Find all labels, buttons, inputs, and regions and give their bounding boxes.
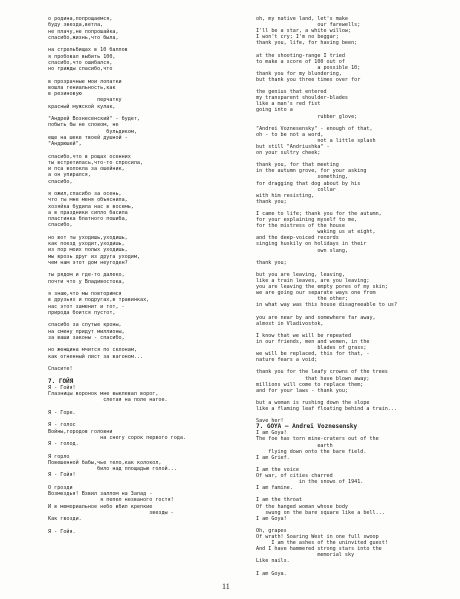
russian-text-line: спасибо, xyxy=(48,222,73,229)
russian-text-line: на снегу сорок первого года. xyxy=(48,434,187,441)
russian-text-line: Я - голос xyxy=(48,422,76,429)
russian-text-line: "Андрей Вознесенский" - будет, xyxy=(48,116,141,122)
russian-text-line: Спасите! xyxy=(48,366,73,372)
russian-text-line: я знаю,что мы повторимся xyxy=(48,291,122,297)
russian-text-line: Я горло xyxy=(48,453,70,460)
russian-text-line: но трижды спасибо,что xyxy=(48,66,113,72)
page-number: 11 xyxy=(222,582,230,591)
russian-text-line: в прозрачные мои лопатки xyxy=(48,78,122,85)
russian-text-line: ты встретилась,что-то спросила, xyxy=(48,159,144,166)
english-text-line: in what way was this house disagreeable to us? xyxy=(256,302,398,309)
russian-text-line: 7. ГОЙЯ xyxy=(48,377,74,385)
russian-text-line: перчатку xyxy=(48,97,122,104)
english-text-line: you are leaving the empty pores of my skin; xyxy=(256,284,388,291)
russian-text-line: буду звезда,ветла, xyxy=(48,22,104,29)
english-text-line: thank you, for that meeting xyxy=(256,162,339,169)
russian-text-line: из пор моих полых уходишь, xyxy=(48,247,128,254)
english-text-line: but still "Andriushka" - xyxy=(256,143,330,150)
russian-text-line: спасибо за слутые кроны, xyxy=(48,322,122,329)
english-text-line: I am famine. xyxy=(256,485,293,492)
english-text-line: on your sultry cheek; xyxy=(256,150,321,157)
english-text-line: at the shooting-range I tried xyxy=(256,52,345,59)
russian-text-line: на смену придут миллионы, xyxy=(48,328,125,335)
russian-text-line: Глазницы воронок мне выклевал ворог, xyxy=(48,391,159,397)
english-text-line: earth xyxy=(256,442,333,449)
russian-text-line: и пса волокла за ошейник, xyxy=(48,166,125,172)
english-text-line: like a man's red fist xyxy=(256,101,321,108)
russian-text-line: Я - Гойя! xyxy=(48,472,76,479)
english-text-line: rubber glove; xyxy=(256,113,358,120)
english-text-line: my transparent shoulder-blades xyxy=(256,95,349,102)
russian-text-line: природа боится пустот, xyxy=(48,309,116,316)
russian-text-line: Я - Горе. xyxy=(48,409,76,416)
english-text-line: oh, my native land, let's make xyxy=(256,16,349,22)
english-text-line: nature fears a void; xyxy=(256,357,318,364)
english-text-line: thank you for the leafy crowns of the trees xyxy=(256,369,388,376)
russian-text-line: звезды - xyxy=(48,509,174,516)
russian-text-line: как огненный лист за вагоном... xyxy=(48,353,144,360)
english-text-line: singing huskily on holidays in their xyxy=(256,241,367,248)
english-text-line: "Andrei Voznesensky" - enough of that, xyxy=(256,125,373,132)
russian-text-line: бульдиком, xyxy=(48,128,137,135)
russian-text-line: било над площадью голой... xyxy=(48,466,177,472)
english-text-line: thank you; xyxy=(256,198,287,205)
english-text-line: I am Goya! xyxy=(256,515,287,522)
russian-text-line: вошла гениальность,как xyxy=(48,84,116,91)
english-text-line: 7. GOYA — Andrei Voznesensky xyxy=(256,423,358,431)
russian-text-line: слетая на поле нагое. xyxy=(48,397,168,404)
english-text-line: going into a xyxy=(256,107,293,114)
english-text-line: not a little splash xyxy=(256,137,376,144)
russian-text-line: "Андрюшей", xyxy=(48,141,82,147)
russian-text-line: И в мемориальное небо вбил крепкие xyxy=(48,503,153,510)
russian-text-line: не плачу,не попрошайка, xyxy=(48,28,119,35)
english-text-line: I won't cry; I'm no beggar; xyxy=(256,34,339,41)
english-text-line: waking us at eight, xyxy=(256,229,376,236)
russian-text-line: о родина,попрощаемся, xyxy=(48,16,113,22)
russian-text-line: я ожил,спасибо за осень, xyxy=(48,191,122,197)
english-text-line: oh - to be not a word, xyxy=(256,131,324,138)
russian-text-line: хозяйка будила нас в восемь, xyxy=(48,203,134,210)
english-text-line: in the autumn grove, for your asking xyxy=(256,168,367,175)
english-text-line: Of war, of cities charred xyxy=(256,473,333,480)
russian-text-line: побыть бы не словом, не xyxy=(48,122,119,129)
english-text-line: blades of grass; xyxy=(256,345,367,352)
russian-text-line: мы врозь друг из друга уходим, xyxy=(48,253,141,260)
russian-text-line: за ваши законы - спасибо, xyxy=(48,334,125,341)
russian-text-line: спасибо, xyxy=(48,178,73,185)
english-text-line: to make a score of 100 out of xyxy=(256,58,345,65)
english-text-line: like a flaming leaf floating behind a train... xyxy=(256,406,398,412)
english-text-line: for your explaining myself to me, xyxy=(256,217,358,224)
english-text-line: thank you; xyxy=(256,259,287,266)
russian-text-line: я пробовал выбить 100, xyxy=(48,53,116,60)
russian-text-line: спасибо,жизнь,что была, xyxy=(48,34,119,41)
english-text-line: and for your laws - thank you; xyxy=(256,387,349,394)
english-text-line: millions will come to replace them; xyxy=(256,381,364,388)
english-text-line: The foe has torn mine-craters out of the xyxy=(256,436,379,443)
english-text-line: thank you, life, for having been; xyxy=(256,40,358,47)
english-text-line: I am Goya. xyxy=(256,570,287,577)
english-text-line: but you are leaving, leaving, xyxy=(256,271,345,278)
russian-text-line: но вот ты уходишь,уходишь, xyxy=(48,234,128,241)
english-text-line: a possible 10; xyxy=(256,64,361,71)
russian-text-line: что ты мне меня объяснила, xyxy=(48,197,128,204)
english-text-line: we will be replaced, this for that, - xyxy=(256,351,370,358)
english-text-line: in the snows of 1941. xyxy=(256,479,364,486)
english-text-line: almost in Vladivostok, xyxy=(256,320,324,327)
russian-text-line: на стрельбищах в 10 баллов xyxy=(48,47,128,54)
russian-text-line: Я - Гойя! xyxy=(48,384,76,391)
russian-text-line: чем нам этот дом неугоден? xyxy=(48,259,128,266)
russian-text-line: Возмездья! Взвил залпом на Запад - xyxy=(48,491,153,497)
english-text-line: I came to life; thank you for the autumn, xyxy=(256,211,382,217)
russian-text-line: ты рядом и где-то далеко, xyxy=(48,272,125,279)
russian-text-line: как поезд уходит,уходишь, xyxy=(48,241,125,247)
english-text-line: I am Grief. xyxy=(256,454,290,461)
russian-text-line: Я - Гойя. xyxy=(48,528,76,535)
english-text-line: flying down onto the bare field. xyxy=(256,448,367,455)
english-text-line: we are going our separate ways one from xyxy=(256,290,376,297)
english-text-line: our farewells; xyxy=(256,22,361,29)
english-text-line: And I have hammered strong stars into the xyxy=(256,546,382,553)
russian-text-line: почти что у Владивостока, xyxy=(48,278,125,285)
russian-text-line: а в праздники сипло басила xyxy=(48,209,128,216)
russian-text-line: нас этот заменит и тот, - xyxy=(48,303,125,310)
english-text-line: swung on the bare square like a bell... xyxy=(256,509,385,516)
english-text-line: memorial sky xyxy=(256,552,355,559)
english-text-line: Like nails. xyxy=(256,558,290,565)
english-text-line: Save her! xyxy=(256,418,284,425)
english-text-line: you are near by and somewhere far away, xyxy=(256,314,376,321)
english-text-line: with him resisting, xyxy=(256,192,315,199)
russian-text-line: Войны,городов головни xyxy=(48,428,113,435)
english-text-line: but thank you three times over for xyxy=(256,76,361,83)
english-text-line: collar xyxy=(256,186,336,193)
russian-poem-column xyxy=(48,16,224,535)
english-text-line: thank you for my blundering, xyxy=(256,70,342,77)
english-text-line: like a train leaves, are you leaving; xyxy=(256,278,370,285)
english-text-line: the genius that entered xyxy=(256,89,327,96)
english-text-line: own slang, xyxy=(256,247,349,254)
russian-text-line: красный мужской кулак, xyxy=(48,103,116,110)
russian-text-line: а он упирался, xyxy=(48,172,91,179)
english-text-line: that have blown away; xyxy=(256,375,370,382)
russian-text-line: в резиновую xyxy=(48,91,82,97)
english-text-line: and the deep-voiced records xyxy=(256,235,339,242)
english-text-line: for the mistress of the house xyxy=(256,223,345,230)
russian-text-line: спасибо,что ошибался, xyxy=(48,59,113,66)
russian-text-line: но женщина мчится по склонам, xyxy=(48,347,137,354)
english-text-line: Of wrath! Soaring West in one full swoop xyxy=(256,533,379,540)
english-text-line: I am the ashes of the uninvited guest! xyxy=(256,540,388,547)
russian-text-line: я пепел незваного гостя! xyxy=(48,497,174,504)
english-text-line: I'll be a star, a white willow; xyxy=(256,28,352,35)
english-translation-column xyxy=(256,16,432,577)
english-text-line: I am the throat xyxy=(256,497,303,504)
russian-text-line: спасибо,что в рощах осенних xyxy=(48,153,131,160)
russian-text-line: еще на шеке твоей душной - xyxy=(48,134,128,141)
russian-text-line: О грозди xyxy=(48,484,73,491)
english-text-line: I am Goya! xyxy=(256,430,287,437)
english-text-line: I am the voice xyxy=(256,466,299,473)
english-text-line: but a woman is rushing down the slope xyxy=(256,399,370,406)
english-text-line: for dragging that dog about by his xyxy=(256,180,361,187)
english-text-line: Oh, grapes xyxy=(256,527,287,534)
english-text-line: the other; xyxy=(256,296,349,303)
russian-text-line: в друзьях и подругах,в травинках, xyxy=(48,297,150,304)
russian-text-line: пластинка блатного пошиба, xyxy=(48,216,128,222)
russian-text-line: Повешенной бабы,чье тело,как колокол, xyxy=(48,459,162,466)
english-text-line: in our friends, men and women, in the xyxy=(256,338,370,345)
russian-text-line: Я - голод. xyxy=(48,441,79,447)
english-text-line: Of the hanged woman whose body xyxy=(256,503,349,510)
english-text-line: I know that we will be repeated xyxy=(256,332,352,339)
english-text-line: something, xyxy=(256,174,349,181)
russian-text-line: Как гвозди. xyxy=(48,516,82,522)
